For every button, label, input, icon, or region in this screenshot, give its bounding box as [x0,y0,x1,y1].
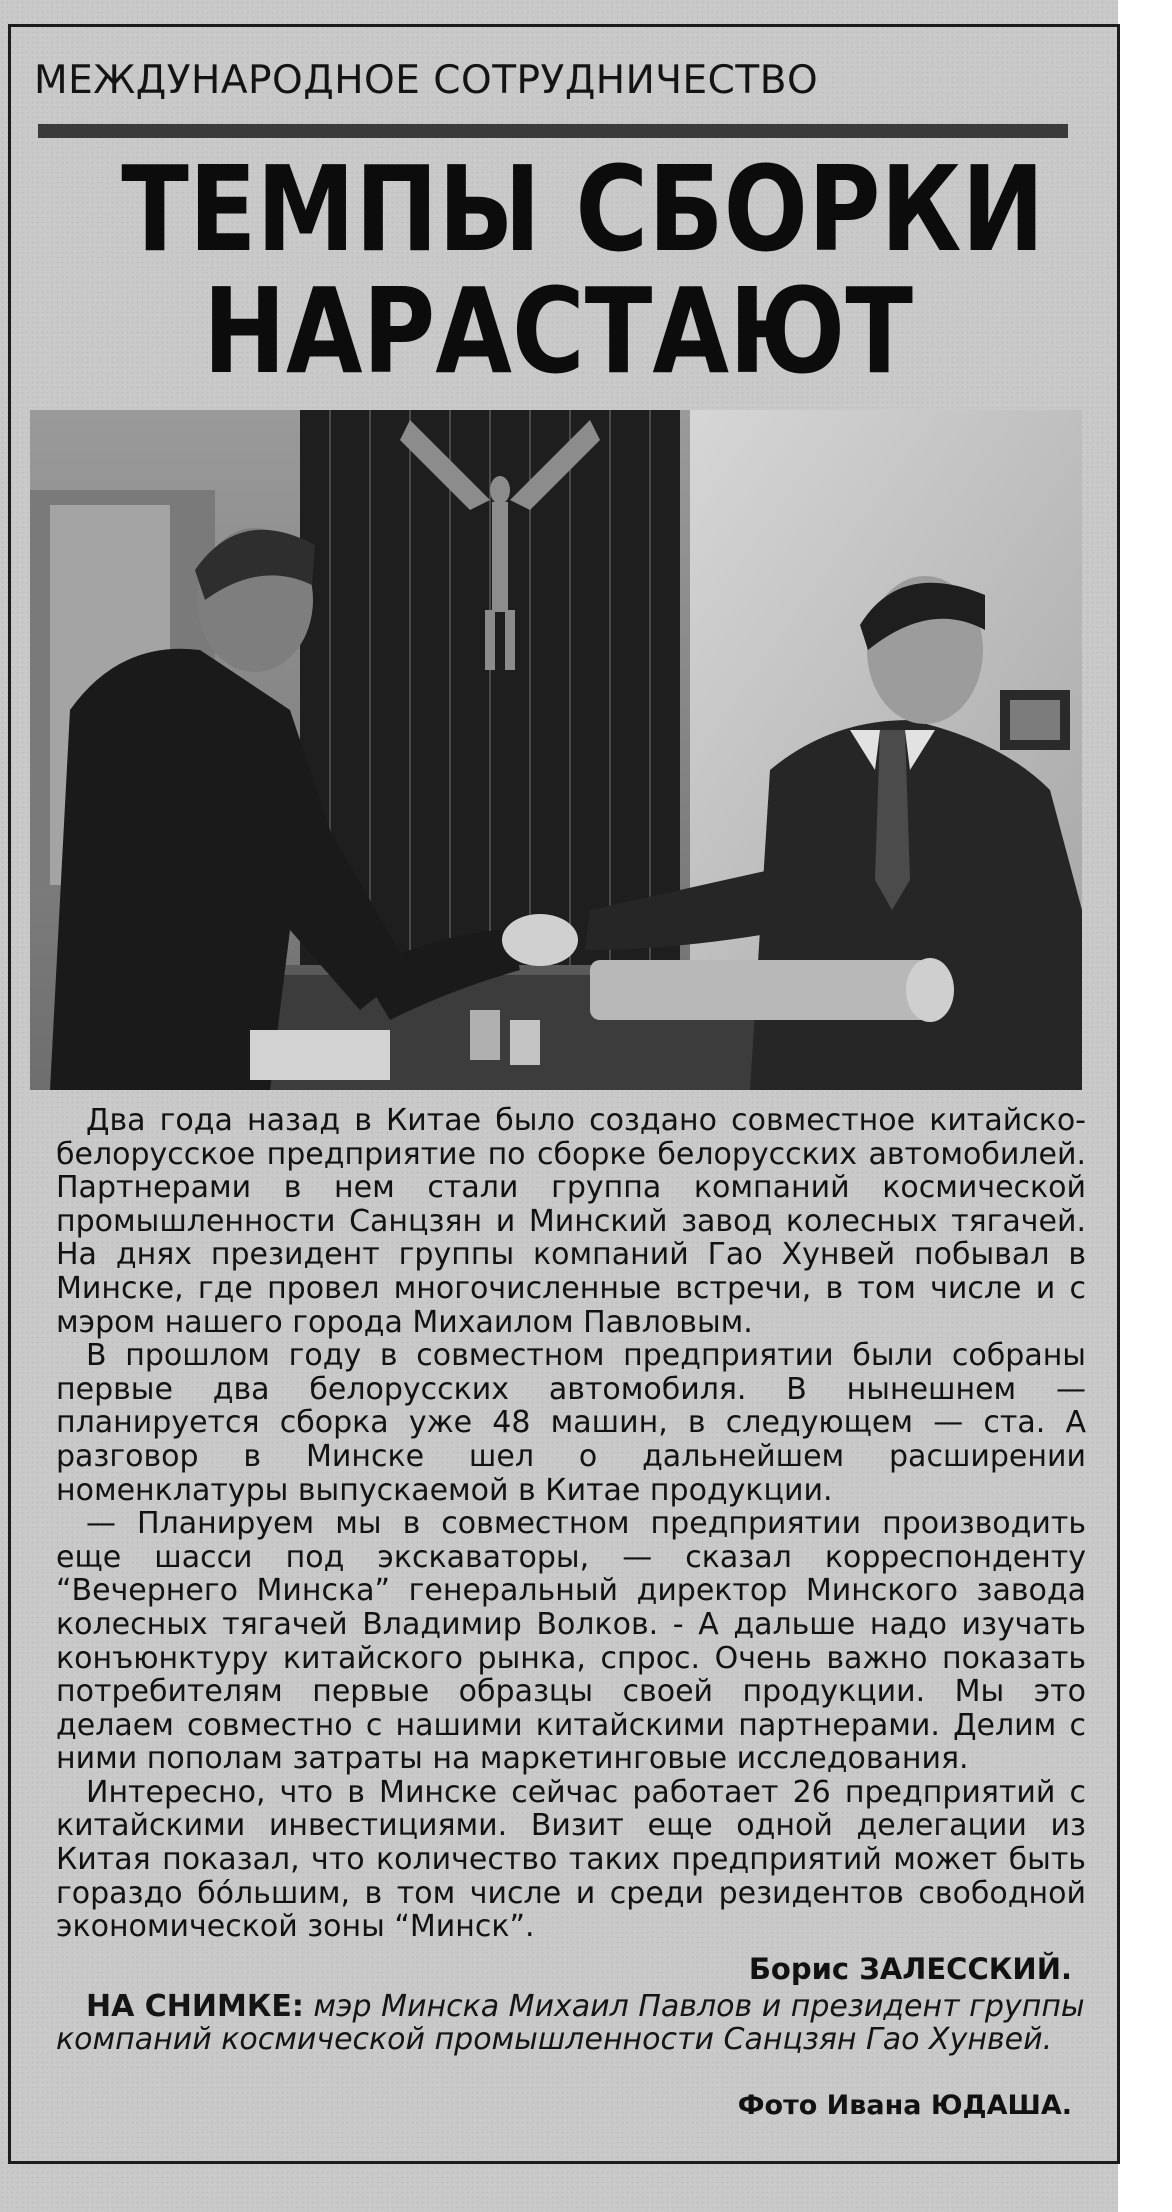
headline [121,140,1045,400]
rubric-rule [38,124,1068,138]
article-photo [30,410,1082,1090]
headline-line-1: ТЕМПЫ СБОРКИ [121,140,1045,278]
article-paragraph: В прошлом году в совместном предприятии были собраны первые два белорусских автомобиля. В нынешнем — планируется сборка уже 48 машин, в следующем — ста. А разговор в Минске шел о дальнейшем расширении номенклатуры выпускаемой в Китае продукции. [56,1338,1086,1508]
article-body [56,1104,1086,1944]
photo-caption [56,1990,1086,2056]
photo-credit: Фото Ивана ЮДАША. [737,2090,1072,2121]
handshake-photo-illustration [30,410,1082,1090]
section-rubric: МЕЖДУНАРОДНОЕ СОТРУДНИЧЕСТВО [34,58,819,103]
author-byline: Борис ЗАЛЕССКИЙ. [748,1952,1072,1986]
article-paragraph: Интересно, что в Минске сейчас работает 26 предприятий с китайскими инвестициями. Визит еще одной делегации из Китая показал, что количество таких предприятий может быть гораздо бо́льшим, в том числе и среди резидентов свободной экономической зоны “Минск”. [56,1774,1086,1945]
caption-label: НА СНИМКЕ: [86,1989,304,2024]
article-paragraph: Два года назад в Китае было создано совместное китайско-белорусское предприятие по сборке белорусских автомобилей. Партнерами в нем стали группа компаний космической промышленности Санцзян и Минский завод колесных тягачей. На днях президент группы компаний Гао Хунвей побывал в Минске, где провел многочисленные встречи, в том числе и с мэром нашего города Михаилом Павловым. [56,1103,1086,1340]
article-paragraph: — Планируем мы в совместном предприятии производить еще шасси под экскаваторы, — сказал корреспонденту “Вечернего Минска” генеральный директор Минского завода колесных тягачей Владимир Волков. - А дальше надо изучать конъюнктуру китайского рынка, спрос. Очень важно показать потребителям первые образцы своей продукции. Мы это делаем совместно с нашими китайскими партнерами. Делим с ними пополам затраты на маркетинговые исследования. [56,1506,1086,1777]
headline-line-2: НАРАСТАЮТ [202,262,914,400]
caption-text: мэр Минска Михаил Павлов и президент группы компаний космической промышленности Санцзян Гао Хунвей. [56,1989,1085,2057]
